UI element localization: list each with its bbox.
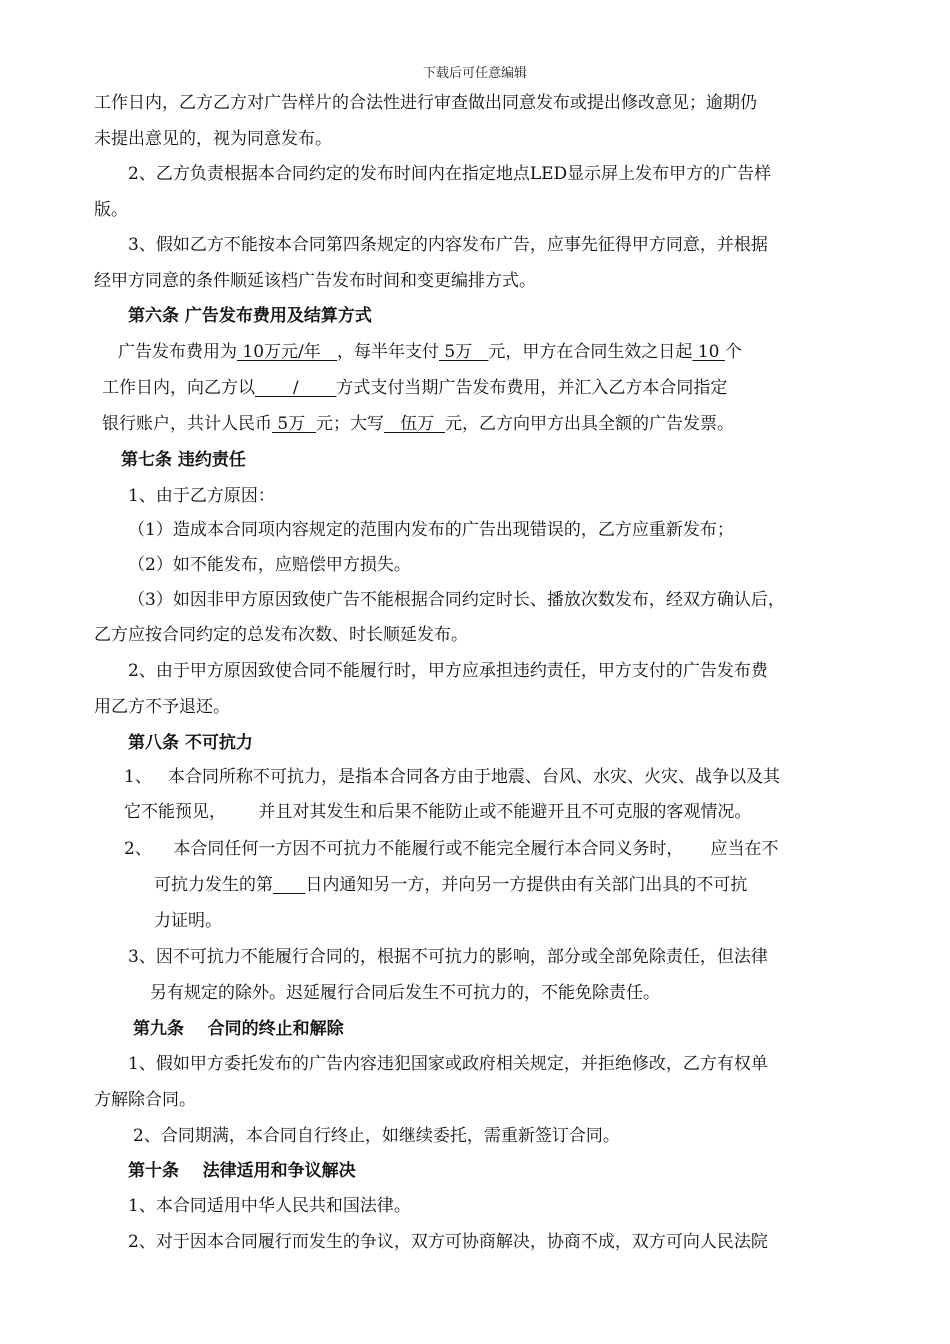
article7-sub3-line1: （3）如因非甲方原因致使广告不能根据合同约定时长、播放次数发布，经双方确认后， [128,590,785,610]
article6-text: 元；大写 [316,414,385,434]
para3-line2: 经甲方同意的条件顺延该档广告发布时间和变更编排方式。 [94,271,536,291]
article8-text: 日内通知另一方，并向另一方提供由有关部门出具的不可抗 [305,875,748,895]
page-header: 下载后可任意编辑 [422,66,527,81]
para3-line1: 3、假如乙方不能按本合同第四条规定的内容发布广告，应事先征得甲方同意，并根据 [128,235,768,255]
article10-heading: 第十条 法律适用和争议解决 [128,1161,356,1181]
article6-text: 广告发布费用为 [118,342,237,362]
article6-text: 个 [724,342,742,362]
days-field: 10 [692,342,725,362]
article10-item2: 2、对于因本合同履行而发生的争议，双方可协商解决，协商不成，双方可向人民法院 [128,1232,768,1252]
article7-item2-line1: 2、由于甲方原因致使合同不能履行时，甲方应承担违约责任，甲方支付的广告发布费 [128,661,768,681]
article8-heading: 第八条 不可抗力 [128,733,253,753]
article9-heading: 第九条 合同的终止和解除 [133,1019,344,1039]
article9-item1-line2: 方解除合同。 [94,1090,196,1110]
article7-sub3-line2: 乙方应按合同约定的总发布次数、时长顺延发布。 [94,625,468,645]
para1-line2: 未提出意见的，视为同意发布。 [94,129,332,149]
amount-uppercase-field: 伍万 [384,414,446,434]
article8-text: 可抗力发生的第 [154,875,273,895]
article8-item1-line1: 1、 本合同所称不可抗力，是指本合同各方由于地震、台风、水灾、火灾、战争以及其 [124,767,781,787]
article6-text: 方式支付当期广告发布费用，并汇入乙方本合同指定 [336,378,728,398]
article6-line1 [118,341,742,363]
notice-days-field [273,875,305,895]
article6-text: 元，乙方向甲方出具全额的广告发票。 [445,414,735,434]
article10-item1: 1、本合同适用中华人民共和国法律。 [128,1196,411,1216]
payment-method-field: / [255,378,337,398]
article7-sub2: （2）如不能发布，应赔偿甲方损失。 [128,555,411,575]
article8-item2-line1: 2、 本合同任何一方因不可抗力不能履行或不能完全履行本合同义务时， 应当在不 [124,839,779,859]
article6-text: ，每半年支付 [336,342,439,362]
article6-text: 银行账户，共计人民币 [102,414,272,434]
para2-line1: 2、乙方负责根据本合同约定的发布时间内在指定地点LED显示屏上发布甲方的广告样 [128,164,772,184]
article8-item3-line2: 另有规定的除外。迟延履行合同后发生不可抗力的，不能免除责任。 [150,983,660,1003]
article8-item2-line2 [154,874,747,896]
article7-sub1: （1）造成本合同项内容规定的范围内发布的广告出现错误的，乙方应重新发布； [128,520,734,540]
article7-heading: 第七条 违约责任 [121,450,246,470]
article6-heading: 第六条 广告发布费用及结算方式 [128,306,372,326]
article9-item1-line1: 1、假如甲方委托发布的广告内容违犯国家或政府相关规定，并拒绝修改，乙方有权单 [128,1054,768,1074]
half-year-payment-field: 5万 [438,342,489,362]
article8-item1-line2: 它不能预见， 并且对其发生和后果不能防止或不能避开且不可克服的客观情况。 [124,802,752,822]
article7-item1: 1、由于乙方原因： [128,486,275,506]
article8-item2-line3: 力证明。 [154,911,222,931]
article6-text: 工作日内，向乙方以 [102,378,255,398]
para2-line2: 版。 [94,200,128,220]
para1-line1: 工作日内，乙方乙方对广告样片的合法性进行审查做出同意发布或提出修改意见；逾期仍 [94,93,757,113]
article6-line3 [102,413,734,435]
fee-field: 10万元/年 [237,342,337,362]
article6-line2 [102,377,727,399]
article9-item2: 2、合同期满，本合同自行终止，如继续委托，需重新签订合同。 [133,1126,620,1146]
article8-item3-line1: 3、因不可抗力不能履行合同的，根据不可抗力的影响，部分或全部免除责任，但法律 [128,947,768,967]
article6-text: 元，甲方在合同生效之日起 [488,342,693,362]
amount-field: 5万 [272,414,317,434]
article7-item2-line2: 用乙方不予退还。 [94,697,230,717]
